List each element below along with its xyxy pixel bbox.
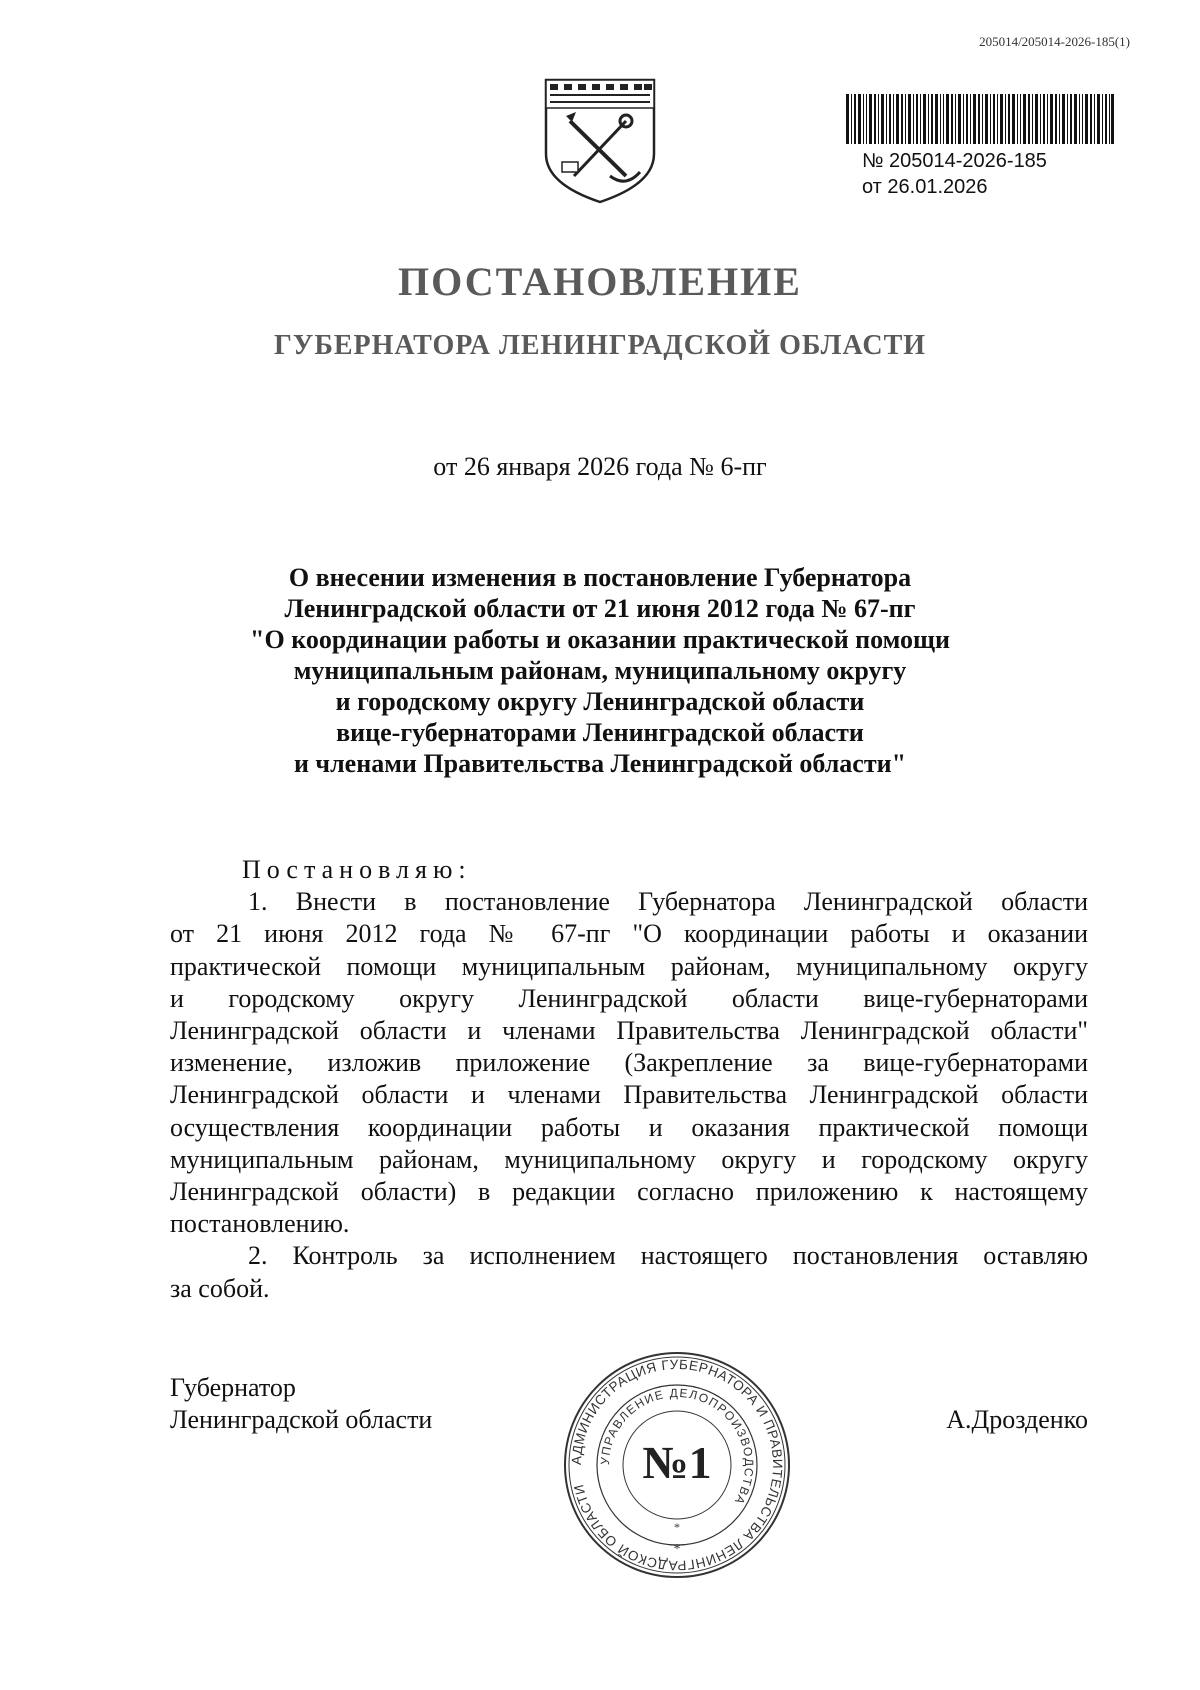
heading-line: и городскому округу Ленинградской области	[335, 687, 865, 716]
paragraph-1-line: Ленинградской области) в редакции согласно приложению к настоящему	[170, 1177, 1088, 1207]
heading-line: Ленинградской области от 21 июня 2012 года № 67-пг	[284, 594, 916, 623]
signer-name: А.Дрозденко	[946, 1405, 1088, 1434]
coat-of-arms-icon	[540, 76, 660, 206]
signer-position-line: Губернатор	[170, 1373, 296, 1402]
document-heading	[150, 562, 1050, 779]
decree-word: Постановляю:	[242, 855, 472, 884]
signer-position-line: Ленинградской области	[170, 1405, 433, 1434]
heading-line: муниципальным районам, муниципальному округу	[293, 656, 907, 685]
paragraph-1-line: постановлению.	[170, 1209, 350, 1239]
paragraph-1-line: от 21 июня 2012 года № 67-пг "О координации работы и оказании	[170, 919, 1088, 949]
registration-block	[862, 148, 1047, 200]
stamp-number: №1	[642, 1437, 712, 1488]
document-id: 205014/205014-2026-185(1)	[979, 34, 1130, 49]
signer-position	[170, 1372, 432, 1436]
paragraph-1-line: и городскому округу Ленинградской области вице-губернаторами	[170, 983, 1088, 1013]
paragraph-1-line: Ленинградской области и членами Правительства Ленинградской области	[170, 1080, 1088, 1110]
heading-line: О внесении изменения в постановление Губернатора	[288, 563, 912, 592]
paragraph-1-line: практической помощи муниципальным районам, муниципальному округу	[170, 951, 1088, 981]
heading-line: и членами Правительства Ленинградской области"	[293, 749, 907, 778]
paragraph-1-line: муниципальным районам, муниципальному округу и городскому округу	[170, 1144, 1088, 1174]
document-title: ПОСТАНОВЛЕНИЕ	[398, 259, 802, 304]
paragraph-2-line: за собой.	[170, 1273, 270, 1303]
svg-text:*: *	[673, 1542, 681, 1557]
document-subtitle: ГУБЕРНАТОРА ЛЕНИНГРАДСКОЙ ОБЛАСТИ	[273, 330, 927, 361]
registration-number: № 205014-2026-185	[862, 150, 1047, 172]
svg-text:*: *	[674, 1520, 680, 1534]
stamp-inner-text: УПРАВЛЕНИЕ ДЕЛОПРОИЗВОДСТВА	[597, 1385, 757, 1508]
heading-line: вице-губернаторами Ленинградской области	[336, 718, 864, 747]
document-body	[170, 854, 1088, 1305]
paragraph-2-line: 2. Контроль за исполнением настоящего постановления оставляю	[248, 1241, 1088, 1271]
paragraph-1-line: 1. Внести в постановление Губернатора Ленинградской области	[248, 887, 1088, 917]
paragraph-1-line: осуществления координации работы и оказания практической помощи	[170, 1112, 1088, 1142]
registration-date: от 26.01.2026	[862, 176, 988, 198]
barcode	[846, 94, 1114, 144]
document-date-number: от 26 января 2026 года № 6-пг	[433, 452, 767, 481]
heading-line: "О координации работы и оказании практической помощи	[250, 625, 950, 654]
paragraph-1-line: Ленинградской области и членами Правительства Ленинградской области"	[170, 1016, 1088, 1046]
stamp-outer-text: АДМИНИСТРАЦИЯ ГУБЕРНАТОРА И ПРАВИТЕЛЬСТВА ЛЕНИНГРАДСКОЙ ОБЛАСТИ	[568, 1356, 786, 1574]
paragraph-1-line: изменение, изложив приложение (Закрепление за вице-губернаторами	[170, 1048, 1088, 1078]
